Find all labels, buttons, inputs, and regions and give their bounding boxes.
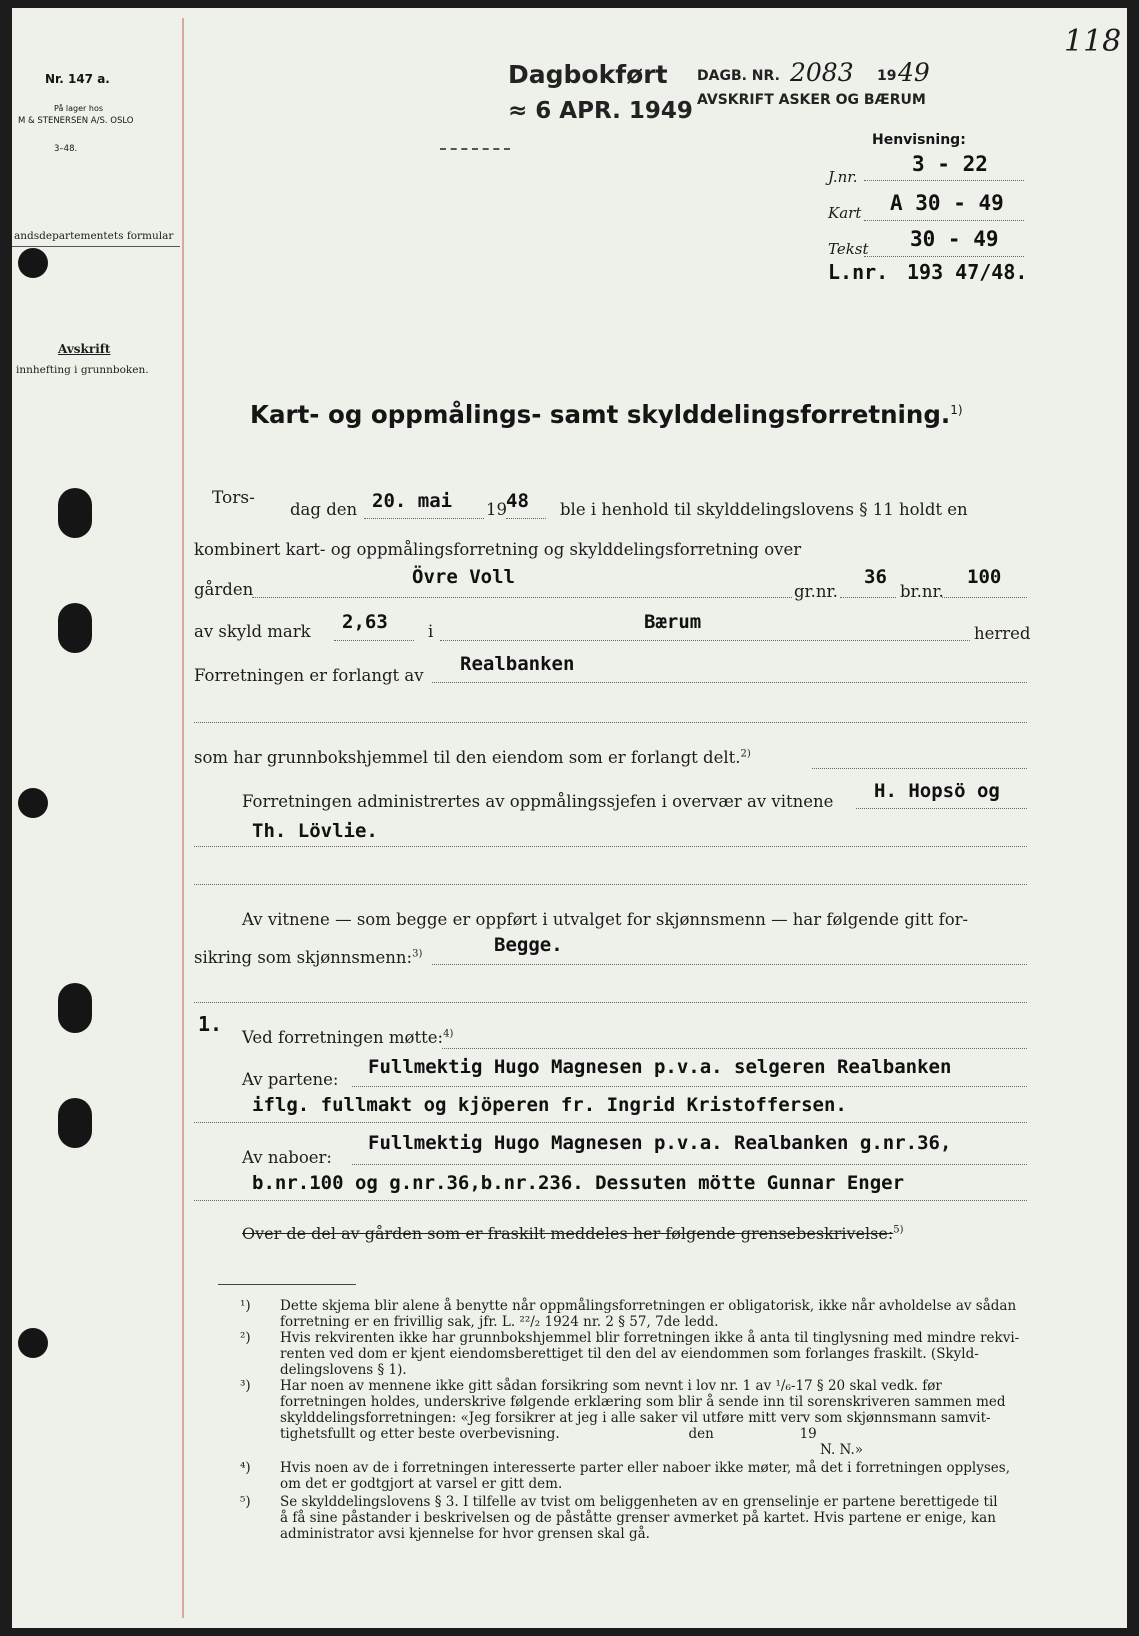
henvisning-label: Henvisning: xyxy=(872,132,966,148)
naboer-label: Av naboer: xyxy=(242,1148,332,1167)
brnr-label: br.nr. xyxy=(900,582,944,601)
partene-line-2: iflg. fullmakt og kjöperen fr. Ingrid Kristoffersen. xyxy=(252,1094,847,1116)
vitne1-value: H. Hopsö og xyxy=(874,780,1000,802)
forlangt-line xyxy=(432,682,1027,683)
motte-label: Ved forretningen møtte:$^{4)}$ xyxy=(242,1028,454,1047)
footnote-1: ¹) Dette skjema blir alene å benytte når oppmålingsforretningen er obligatorisk, ikke når avholdelse av sådan forretning er en frivillig sak, jfr. L. ²²/₂ 1924 nr. 2 § 57, 7de ledd. xyxy=(240,1298,1017,1330)
binder-hole xyxy=(58,1098,92,1148)
vitne2-line xyxy=(194,846,1027,847)
grense-line: Over de del av gården som er fraskilt meddeles her følgende grensebeskrivelse:$^{5)}$ xyxy=(242,1224,904,1243)
tekst-value: 30 - 49 xyxy=(910,227,999,251)
vitnene-line-1: Av vitnene — som begge er oppført i utvalget for skjønnsmenn — har følgende gitt for- xyxy=(242,910,969,929)
dagbokfort-stamp: Dagbokført xyxy=(508,60,668,89)
jnr-label: J.nr. xyxy=(828,168,858,186)
jnr-value: 3 - 22 xyxy=(912,152,988,176)
year-value: 48 xyxy=(506,490,529,512)
year-prefix: 19 xyxy=(486,500,507,519)
admin-text: Forretningen administrertes av oppmålingssjefen i overvær av vitnene xyxy=(242,792,834,811)
kart-value: A 30 - 49 xyxy=(890,191,1004,215)
kart-label: Kart xyxy=(828,204,862,222)
dag-den-label: dag den xyxy=(290,500,358,519)
motte-line xyxy=(442,1048,1027,1049)
weekday-prefix: Tors- xyxy=(212,488,255,508)
footnote-4: ⁴) Hvis noen av de i forretningen interesserte parter eller naboer ikke møter, må det i forretningen opplyses, om det er godtgjort at varsel er gitt dem. xyxy=(240,1460,1010,1492)
grnr-line xyxy=(840,597,896,598)
brnr-line xyxy=(942,597,1027,598)
forlangt-label: Forretningen er forlangt av xyxy=(194,666,424,685)
garden-line xyxy=(252,597,792,598)
grunnbok-text: som har grunnbokshjemmel til den eiendom som er forlangt delt.$^{2)}$ xyxy=(194,748,751,767)
herred-line xyxy=(440,640,970,641)
footnote-3: ³) Har noen av mennene ikke gitt sådan forsikring som nevnt i lov nr. 1 av ¹/₆-17 § 20 skal vedk. før forretningen holdes, underskrive følgende erklæring som blir å sende inn til sorenskriveren sammen med skylddelingsforretningen: «Jeg forsikrer at jeg i alle saker vil utføre mitt verv som skjønnsmann samvit- tighetsfullt og etter beste overbevisning. den 19 xyxy=(240,1378,1006,1442)
grnr-label: gr.nr. xyxy=(794,582,838,601)
form-date: 3–48. xyxy=(54,144,78,154)
forlangt-value: Realbanken xyxy=(460,653,575,675)
vitne2-value: Th. Lövlie. xyxy=(252,820,378,842)
date-line xyxy=(364,518,484,519)
footnote-5: ⁵) Se skylddelingslovens § 3. I tilfelle av tvist om beliggenheten av en grenselinje er partene berettigede til å få sine påstander i beskrivelsen og de påståtte grenser avmerket på kartet. Hvis partene er enige, kan administrator avsi kjennelse for hvor grensen skal gå. xyxy=(240,1494,998,1542)
binder-hole xyxy=(18,1328,48,1358)
ministry-label: andsdepartementets formular xyxy=(14,230,174,242)
herred-value: Bærum xyxy=(644,611,702,633)
grnr-value: 36 xyxy=(864,566,887,588)
footnote-2: ²) Hvis rekvirenten ikke har grunnbokshjemmel blir forretningen ikke å anta til tinglysning med mindre rekvi- renten ved dom er kjent eiendomsberettiget til den del av eiendommen som forlanges fraskilt. (Skyld- delingslovens § 1). xyxy=(240,1330,1020,1378)
skyld-label: av skyld mark xyxy=(194,622,311,641)
blank-line xyxy=(194,884,1027,885)
stamp-mark xyxy=(440,148,510,150)
binder-hole xyxy=(58,983,92,1033)
dagb-year-prefix: 19 xyxy=(877,68,897,84)
naboer-rule-2 xyxy=(194,1200,1027,1201)
footnote-divider xyxy=(218,1284,356,1285)
begge-value: Begge. xyxy=(494,934,563,956)
blank-line xyxy=(194,722,1027,723)
sidebar-divider xyxy=(12,246,180,247)
margin-rule xyxy=(182,18,184,1618)
form-number: Nr. 147 a. xyxy=(45,72,110,86)
brnr-value: 100 xyxy=(967,566,1002,588)
avskrift-label: Avskrift xyxy=(58,342,111,356)
partene-rule-2 xyxy=(194,1122,1027,1123)
footnote-3-signature: N. N.» xyxy=(820,1442,864,1458)
dagbokfort-date: ≈ 6 APR. 1949 xyxy=(508,98,693,124)
binder-hole xyxy=(58,488,92,538)
vitne1-line xyxy=(856,808,1027,809)
binder-hole xyxy=(18,248,48,278)
grunnbok-line xyxy=(812,768,1027,769)
partene-label: Av partene: xyxy=(242,1070,339,1089)
innhefting-label: innhefting i grunnboken. xyxy=(16,364,149,376)
naboer-rule-1 xyxy=(352,1164,1027,1165)
binder-hole xyxy=(58,603,92,653)
garden-value: Övre Voll xyxy=(412,566,515,588)
publisher-line-1: På lager hos xyxy=(54,104,103,113)
item-number: 1. xyxy=(198,1012,223,1036)
footnotes xyxy=(240,1298,1040,1542)
document-title: Kart- og oppmålings- samt skylddelingsforretning.$^{1)}$ xyxy=(250,400,963,429)
page-number: 118 xyxy=(1064,24,1122,59)
garden-label: gården xyxy=(194,580,254,599)
line1-rest: ble i henhold til skylddelingslovens § 11 holdt en xyxy=(560,500,968,519)
i-label: i xyxy=(428,622,434,641)
binder-hole xyxy=(18,788,48,818)
partene-line-1: Fullmektig Hugo Magnesen p.v.a. selgeren Realbanken xyxy=(368,1056,952,1078)
lnr-label: L.nr. xyxy=(828,260,889,284)
vitnene-line-2: sikring som skjønnsmenn:$^{3)}$ xyxy=(194,948,423,967)
partene-rule-1 xyxy=(352,1086,1027,1087)
dagb-nr-value: 2083 xyxy=(790,58,854,87)
tekst-label: Tekst xyxy=(828,240,869,258)
date-value: 20. mai xyxy=(372,490,453,512)
year-line xyxy=(506,518,546,519)
kart-line xyxy=(864,220,1024,221)
naboer-line-1: Fullmektig Hugo Magnesen p.v.a. Realbanken g.nr.36, xyxy=(368,1132,952,1154)
tekst-line xyxy=(864,256,1024,257)
begge-line xyxy=(432,964,1027,965)
lnr-value: 193 47/48. xyxy=(907,260,1028,284)
publisher-line-2: M & STENERSEN A/S. OSLO xyxy=(18,116,134,126)
herred-label: herred xyxy=(974,624,1031,643)
avskrift-stamp: AVSKRIFT ASKER OG BÆRUM xyxy=(697,92,926,108)
line2-text: kombinert kart- og oppmålingsforretning og skylddelingsforretning over xyxy=(194,540,802,559)
skyld-line xyxy=(334,640,414,641)
blank-line xyxy=(194,1002,1027,1003)
dagb-year-value: 49 xyxy=(898,58,930,87)
document-page xyxy=(12,8,1127,1628)
skyld-value: 2,63 xyxy=(342,611,388,633)
dagb-nr-label: DAGB. NR. xyxy=(697,68,780,84)
naboer-line-2: b.nr.100 og g.nr.36,b.nr.236. Dessuten mötte Gunnar Enger xyxy=(252,1172,905,1194)
jnr-line xyxy=(864,180,1024,181)
